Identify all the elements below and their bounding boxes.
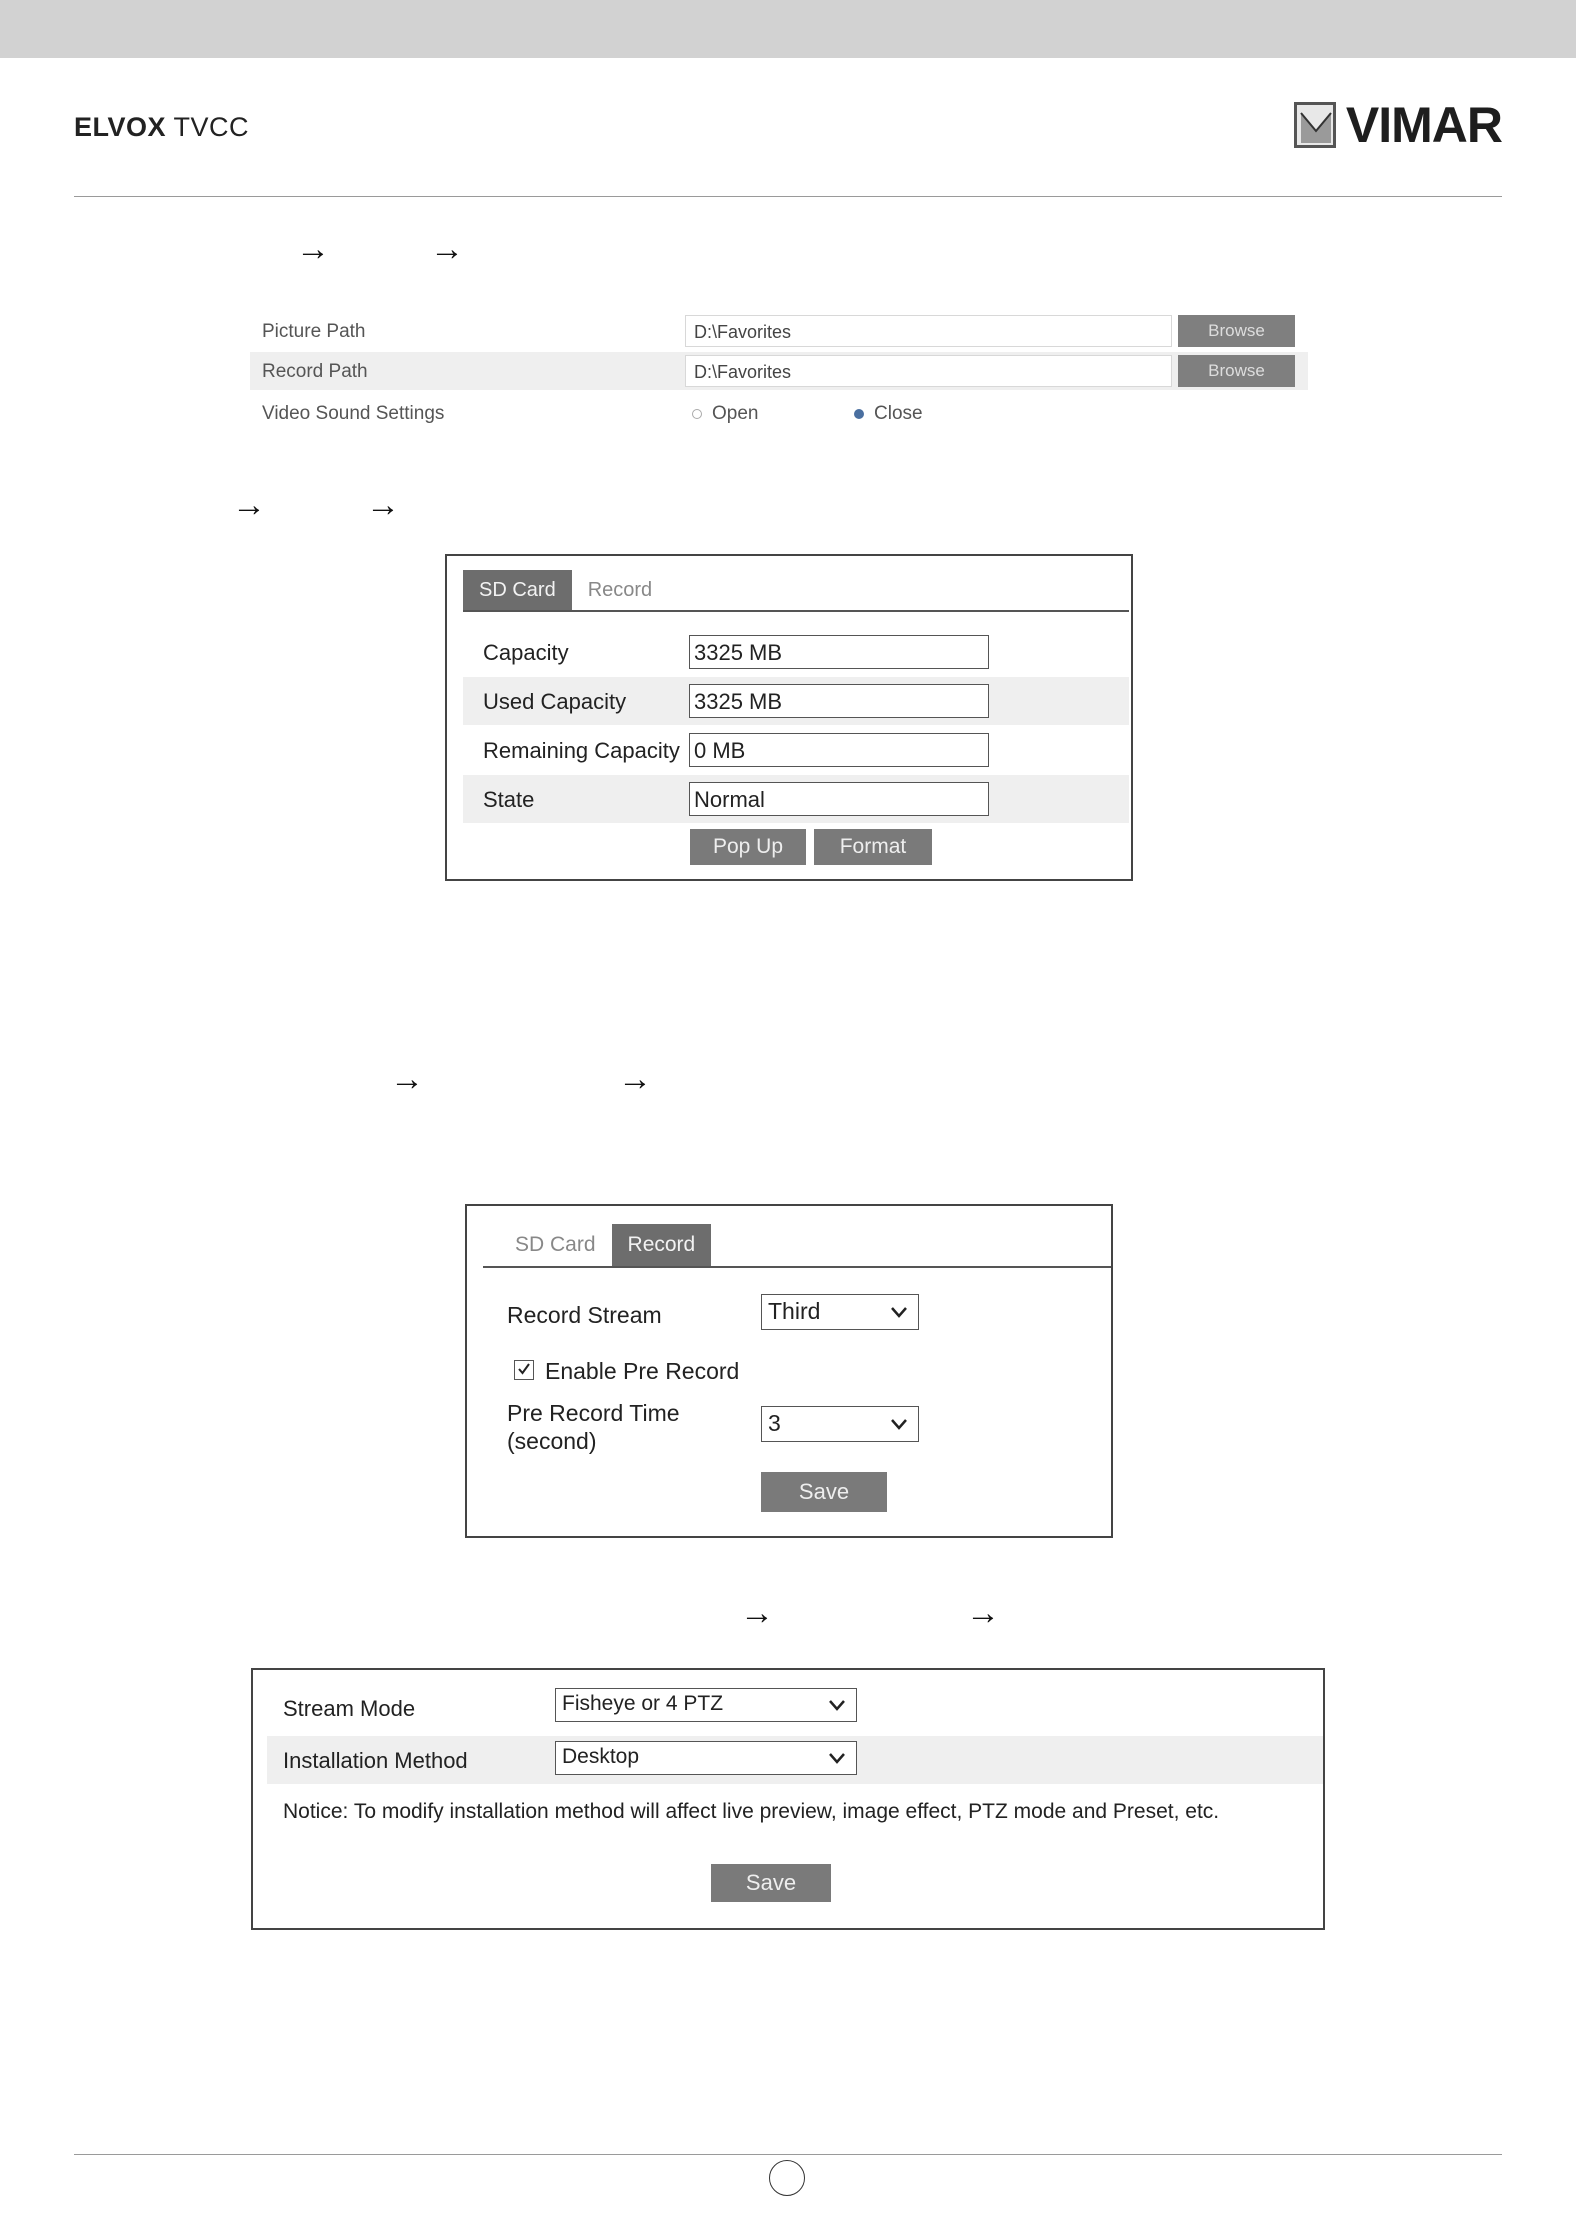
record-save-button[interactable]: Save bbox=[761, 1472, 887, 1512]
stream-mode-label: Stream Mode bbox=[283, 1696, 416, 1721]
tab-sd-card[interactable]: SD Card bbox=[463, 570, 572, 610]
arrow-icon: → bbox=[966, 1594, 1000, 1632]
pre-record-time-select[interactable] bbox=[761, 1406, 919, 1442]
chevron-down-icon bbox=[888, 1413, 910, 1435]
tab-record[interactable]: Record bbox=[587, 579, 653, 601]
state-row bbox=[463, 775, 1129, 823]
checkmark-icon bbox=[517, 1362, 531, 1376]
video-sound-row bbox=[250, 394, 1310, 432]
brand-title bbox=[74, 112, 249, 143]
video-sound-label: Video Sound Settings bbox=[262, 403, 445, 424]
installation-method-label: Installation Method bbox=[283, 1748, 468, 1773]
sound-open-radio[interactable] bbox=[692, 403, 758, 425]
stream-mode-select[interactable] bbox=[555, 1688, 857, 1722]
top-band bbox=[0, 0, 1576, 58]
enable-pre-record-label: Enable Pre Record bbox=[545, 1358, 740, 1384]
picture-browse-button[interactable]: Browse bbox=[1178, 315, 1295, 347]
picture-path-label: Picture Path bbox=[262, 321, 366, 342]
radio-on-icon bbox=[854, 409, 864, 419]
enable-pre-record-checkbox[interactable] bbox=[514, 1360, 534, 1380]
remaining-capacity-row bbox=[463, 726, 1129, 774]
format-button[interactable]: Format bbox=[814, 829, 932, 865]
pre-record-time-value: 3 bbox=[768, 1410, 781, 1436]
record-stream-select[interactable] bbox=[761, 1294, 919, 1330]
capacity-row bbox=[463, 628, 1129, 676]
tab-divider bbox=[483, 1266, 1111, 1268]
installation-method-select[interactable] bbox=[555, 1741, 857, 1775]
used-capacity-field: 3325 MB bbox=[689, 684, 989, 718]
sound-open-label: Open bbox=[712, 403, 759, 424]
record-stream-value: Third bbox=[768, 1298, 821, 1324]
used-capacity-label: Used Capacity bbox=[483, 689, 627, 714]
arrow-icon: → bbox=[430, 230, 464, 268]
record-tabs bbox=[499, 1224, 711, 1266]
stream-mode-value: Fisheye or 4 PTZ bbox=[562, 1692, 724, 1715]
used-capacity-row bbox=[463, 677, 1129, 725]
arrow-icon: → bbox=[232, 486, 266, 524]
arrow-icon: → bbox=[390, 1060, 424, 1098]
picture-path-input[interactable]: D:\Favorites bbox=[685, 315, 1172, 347]
header-divider bbox=[74, 196, 1502, 197]
record-path-row bbox=[250, 352, 1308, 390]
sound-close-label: Close bbox=[874, 403, 923, 424]
sound-close-radio[interactable] bbox=[854, 403, 923, 425]
picture-path-row bbox=[250, 312, 1310, 350]
record-path-label: Record Path bbox=[262, 361, 368, 382]
pop-up-button[interactable]: Pop Up bbox=[690, 829, 806, 865]
capacity-label: Capacity bbox=[483, 640, 569, 665]
arrow-icon: → bbox=[366, 486, 400, 524]
tab-divider bbox=[463, 610, 1129, 612]
record-browse-button[interactable]: Browse bbox=[1178, 355, 1295, 387]
tab-record[interactable]: Record bbox=[612, 1224, 712, 1266]
arrow-icon: → bbox=[296, 230, 330, 268]
brand-bold: ELVOX bbox=[74, 112, 167, 142]
capacity-field: 3325 MB bbox=[689, 635, 989, 669]
brand-light: TVCC bbox=[173, 112, 250, 142]
tab-sd-card[interactable]: SD Card bbox=[515, 1233, 596, 1256]
radio-off-icon bbox=[692, 409, 702, 419]
pre-record-time-unit: (second) bbox=[507, 1428, 597, 1454]
record-path-input[interactable]: D:\Favorites bbox=[685, 355, 1172, 387]
footer-divider bbox=[74, 2154, 1502, 2155]
logo-text: VIMAR bbox=[1345, 97, 1502, 153]
arrow-icon: → bbox=[618, 1060, 652, 1098]
page-number-circle bbox=[769, 2160, 805, 2196]
sd-card-tabs bbox=[463, 570, 668, 610]
state-field: Normal bbox=[689, 782, 989, 816]
chevron-down-icon bbox=[826, 1747, 848, 1769]
installation-method-value: Desktop bbox=[562, 1745, 640, 1768]
chevron-down-icon bbox=[888, 1301, 910, 1323]
notice-text: Notice: To modify installation method will affect live preview, image effect, PTZ mode and Preset, etc. bbox=[283, 1800, 1220, 1823]
vimar-logo-icon bbox=[1294, 102, 1336, 148]
remaining-capacity-field: 0 MB bbox=[689, 733, 989, 767]
chevron-down-icon bbox=[826, 1694, 848, 1716]
remaining-capacity-label: Remaining Capacity bbox=[483, 738, 680, 763]
record-panel bbox=[465, 1204, 1113, 1538]
fisheye-panel bbox=[251, 1668, 1325, 1930]
record-stream-label: Record Stream bbox=[507, 1302, 662, 1328]
pre-record-time-label: Pre Record Time bbox=[507, 1400, 680, 1426]
sd-card-panel bbox=[445, 554, 1133, 881]
state-label: State bbox=[483, 787, 535, 812]
vimar-logo bbox=[1294, 96, 1502, 154]
arrow-icon: → bbox=[740, 1594, 774, 1632]
fisheye-save-button[interactable]: Save bbox=[711, 1864, 831, 1902]
